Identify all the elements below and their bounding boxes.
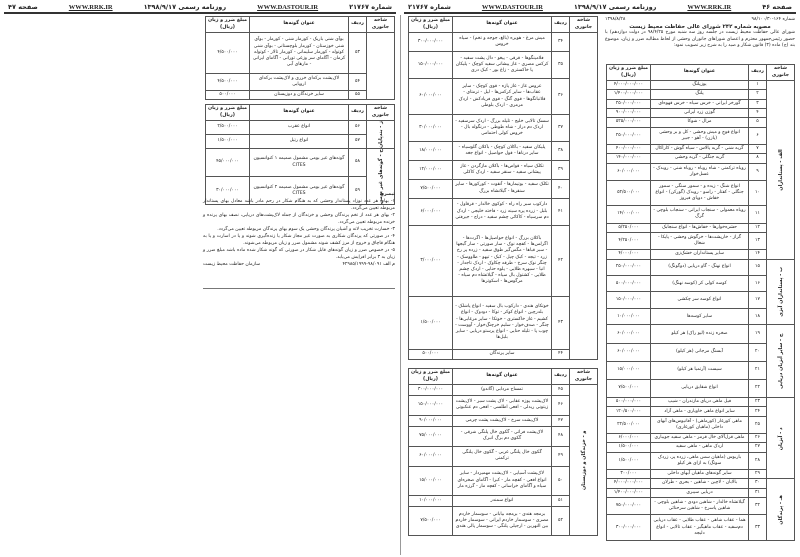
table-header-row (409, 369, 598, 385)
species-title: سیست (آرتمیا هر کیلو) (651, 361, 749, 379)
compensation-amount: ۱/۵۰۰/۰۰۰ (409, 296, 453, 349)
dastour-link[interactable]: WWW.DASTOUR.IR (257, 3, 319, 11)
row-number: ۳ (749, 99, 767, 108)
species-title: دربایی سیبری (651, 488, 749, 497)
compensation-amount: ۳۰۰/۰۰۰/۰۰۰ (607, 515, 651, 541)
resolution-body: شورای عالی حفاظت محیط زیست در جلسه روز سه شنبه مورخ ۹۸/۴/۲۵ در دولت دوازدهم) با حضور رئیس‌جمهور محترم و اعضای شورا‌های جانوران وحشی از لحاظ مطالبه ضرر و زیان، موضوع بند (ج) ماده (۳) قانون شکار و صید را به شرح زیر تصویب نمود: (605, 30, 795, 49)
issuing-organization: سازمان حفاظت محیط زیست (203, 262, 261, 267)
notes-title: تبصره: (379, 192, 395, 197)
row-number: ۱ (749, 81, 767, 90)
table-row (607, 81, 795, 90)
col-row-header: ردیف (552, 369, 570, 385)
row-number: ۴۵ (552, 385, 570, 396)
species-title: تمساح مردابی (گاندو) (453, 385, 552, 396)
row-number: ۳۱ (749, 488, 767, 497)
table-row (607, 479, 795, 488)
compensation-amount: ۶۰/۰۰۰/۰۰۰ (607, 325, 651, 343)
row-number: ۲۸ (749, 452, 767, 469)
species-title: میش مرغ - هوبره (بالغ، جوجه و تخم) - سیاه خروس (453, 33, 552, 52)
issue-number: شماره ۲۱۷۶۷ (349, 3, 392, 11)
animal-group-label: ز - بندپایان (367, 121, 395, 149)
col-title-header: عنوان گونه‌ها (651, 65, 749, 81)
species-title: حشره‌خوارها - خفاش‌ها - انواع سنجابک (651, 223, 749, 232)
compensation-amount: ۷/۵۰۰/۰۰۰ (607, 379, 651, 397)
species-title: مرال - شوکا (651, 118, 749, 127)
notes-section (203, 191, 395, 268)
species-title: تکلک سفید - بوتیمارها - آنقوت - کورکورها - سایر سنقرها - گیلانشاه بزرگ (453, 179, 552, 198)
compensation-amount: ۵۲۵/۰۰۰/۰۰۰ (607, 118, 651, 127)
col-title-header: عنوان گونه‌ها (250, 105, 349, 121)
row-number: ۴ (749, 108, 767, 117)
species-title: گورخر ایرانی - خرس سیاه - خرس قهوه‌ای (651, 99, 749, 108)
species-title: سایر کوسه‌ها (651, 308, 749, 324)
species-title: باربوس (ماهیان سس ماهی، زرده پر، زردک سوتگ) به ازای هر کیلو (651, 452, 749, 469)
compensation-table-reptiles-cont (205, 16, 395, 100)
row-number: ۱۲ (749, 223, 767, 232)
species-title: آبسنگ مرجانی (هر کیلو) (651, 343, 749, 361)
species-title: سایر خزندگان و دوزیستان (250, 90, 349, 99)
row-number: ۶ (749, 127, 767, 144)
species-title: بزمجه هندی - بزمجه بیابانی - سوسمار خاردم مصری - سوسمار خاردم ایرانی - سوسمار خاردم بین النهرین - ارجیلی پلنگی - سوسمار پالی هندی (453, 506, 552, 535)
species-title: سایر گونه‌های ماهیان آبهای داخلی (651, 470, 749, 479)
species-title: انواع رتیل (250, 135, 349, 149)
table-header-row (409, 17, 598, 33)
compensation-amount: ۴/۵۰۰/۰۰۰ (206, 73, 250, 90)
row-number: ۱۷ (749, 292, 767, 308)
row-number: ۱۵ (749, 259, 767, 275)
species-title: روباه معمولی - سنجاب ایرانی - سنجاب بلوچی - گرگ (651, 206, 749, 223)
compensation-amount: ۷/۵۰۰/۰۰۰ (409, 179, 453, 198)
species-title: گکوی خال پلنگی غربی - گکوی خال پلنگی ترکمنی (453, 446, 552, 466)
species-title: گیلانشاه خالدار - شاهین دودی - شاهین بلوچی - شاهین پاسرخ - شاهین سرحنائی (651, 498, 749, 515)
table-row (409, 33, 598, 52)
animal-group-label: الف - پستانداران (767, 81, 795, 260)
species-title: بوآی شنی باریک - کورمار شنی - کورمار - بوآی شنی خوزستان - کورمار بلوچستانی - بوآی شنی کوتوله - کورمار سلیمانی - کورمار تالار - کوتوله کرمان - آگامای سر وزغی تورانی - آگامای ایرانی - مارهای آبی (250, 33, 349, 74)
row-number: ۳۲ (749, 498, 767, 515)
row-number: ۲۴ (749, 407, 767, 416)
species-title: فلامینگوها - قرقی - پیغو - دال پشت سفید - کرکس مصری - غاز پیشانی سفید کوچک - پلیکان پا خاکستری - زاغ بور - کبک دری (453, 51, 552, 78)
animal-group-label: و - خزندگان و دوزیستان (570, 385, 598, 536)
species-title: گونه‌های غیر بومی مشمول ضمیمه ۲ کنوانسیون CITES (250, 177, 349, 205)
species-title: انواع نهنگ - گاو دریایی (دوگونگ) (651, 259, 749, 275)
animal-group-label: ج - سایر آبزیان دریایی (767, 325, 795, 398)
compensation-amount: ۴۵/۰۰۰/۰۰۰ (206, 149, 250, 177)
compensation-amount: ۷/۵۰۰/۰۰۰ (409, 506, 453, 535)
col-amount-header: مبلغ ضرر و زیان (ریال) (409, 369, 453, 385)
page-47-header (4, 2, 396, 14)
compensation-amount: ۱۴/۰۰۰/۰۰۰ (607, 206, 651, 223)
compensation-amount: ۱۲۰/۵۰۰/۰۰۰ (607, 407, 651, 416)
species-title: سسک تالابی خلیج - تلیله بزرگ - اردک سرسفید - اردک دم دراز - شاه طوطی - درنگوله بال - خروس کولی احتمامی (453, 115, 552, 142)
row-number: ۲۰ (749, 343, 767, 361)
species-title: سایر پستانداران خشک‌زی (651, 250, 749, 259)
species-title: گربه شنی - گربه پالاس - سیاه گوش - کاراکال (651, 144, 749, 153)
compensation-amount: ۱۵/۰۰۰/۰۰۰ (409, 466, 453, 495)
species-title: لاک‌پشت برکه‌ای خزری و لاک‌پشت برکه‌ای اروپایی (250, 73, 349, 90)
col-group-header: شاخه جانوری (570, 17, 598, 33)
species-title: اردک ماهی - ماهی سفید (651, 443, 749, 452)
note-item: ۵- در خصوص ضرر و زیان گونه‌های قابل شکار در صورتی که گونه شکار شده ماده باشد مبلغ ضرر و زیان به ۳ برابر افزایش می‌یابد. (203, 248, 395, 260)
compensation-amount: ۳۰/۰۰۰/۰۰۰ (409, 115, 453, 142)
row-number: ۴۹ (552, 446, 570, 466)
species-title: بالابان - لاچین - شاهین - بحری - طرلان (651, 479, 749, 488)
page-divider (400, 15, 401, 555)
col-title-header: عنوان گونه‌ها (250, 17, 349, 33)
compensation-amount: ۶۰/۰۰۰/۰۰۰ (409, 79, 453, 115)
species-title: کوسه کولی کر (کوسه نهنگ) (651, 276, 749, 292)
species-title: یوزپلنگ (651, 81, 749, 90)
row-number: ۵۰ (552, 466, 570, 495)
table-row (607, 259, 795, 275)
rrk-link[interactable]: WWW.RRK.IR (68, 3, 113, 11)
compensation-amount: ۶/۰۰۰/۰۰۰ (409, 198, 453, 225)
row-number: ۵ (749, 118, 767, 127)
gazette-date: روزنامه رسمی ۱۳۹۸/۹/۱۷ (143, 3, 227, 11)
dastour-link[interactable]: WWW.DASTOUR.IR (481, 3, 543, 11)
row-number: ۳۶ (552, 79, 570, 115)
notice-code: م الف ۹۸/۰۹۱-۴۲۹۸۵/۱۹۹۹ (342, 262, 395, 267)
row-number: ۸ (749, 154, 767, 163)
note-item: ۳- خسارت تخریب لانه و آشیان پرندگان وحشی یک سوم بهای پرندگان مربوطه تعیین می‌گردد. (217, 227, 395, 232)
col-amount-header: مبلغ ضرر و زیان (ریال) (206, 105, 250, 121)
row-number: ۵۶ (349, 121, 367, 135)
compensation-amount: ۱۵/۰۰۰/۰۰۰ (607, 361, 651, 379)
row-number: ۵۵ (349, 90, 367, 99)
species-title: گونه‌های غیر بومی مشمول ضمیمه ۱ کنوانسیون CITES (250, 149, 349, 177)
row-number: ۲۲ (749, 379, 767, 397)
compensation-amount: ۱/۵۰۰/۰۰۰ (607, 452, 651, 469)
species-title: لاک‌پشت فراتی - گکوی خال پلنگی شرقی - گکوی دم برگ انبرک (453, 426, 552, 446)
compensation-amount: ۶۰/۰۰۰/۰۰۰ (607, 343, 651, 361)
compensation-amount: ۹۰/۰۰۰/۰۰۰ (409, 415, 453, 426)
row-number: ۳۷ (552, 115, 570, 142)
row-number: ۵۱ (552, 495, 570, 506)
col-row-header: ردیف (349, 17, 367, 33)
row-number: ۱۰ (749, 180, 767, 205)
row-number: ۲۶ (749, 434, 767, 443)
compensation-table-mammals-fish-birds (606, 64, 795, 541)
row-number: ۴۰ (552, 179, 570, 198)
species-title: سایر پرندگان (453, 349, 552, 359)
compensation-amount: ۱/۴۰۰/۰۰۰/۰۰۰ (607, 488, 651, 497)
compensation-amount: ۶/۰۰۰/۰۰۰ (607, 434, 651, 443)
row-number: ۱۶ (749, 276, 767, 292)
species-title: روباه ترکمنی - شاه روباه - روباه شنی - روبدک - عسل‌خوار (651, 163, 749, 180)
page-46-header (404, 2, 796, 14)
row-number: ۳۵ (552, 51, 570, 78)
letter-date: ۱۳۹۸/۸/۲۸ (605, 17, 626, 22)
compensation-amount: ۱۵۰/۰۰۰/۰۰۰ (409, 395, 453, 415)
col-row-header: ردیف (749, 65, 767, 81)
compensation-amount: ۱۰/۰۰۰/۰۰۰ (607, 308, 651, 324)
compensation-amount: ۲/۵۰۰/۰۰۰ (206, 121, 250, 135)
col-amount-header: مبلغ ضرر و زیان (ریال) (607, 65, 651, 81)
species-title: انواع قوچ و میش وحشی - کل و بز وحشی (پازن) - آهو - جبیر (651, 127, 749, 144)
compensation-amount: ۳۰۰/۰۰۰/۰۰۰ (409, 33, 453, 52)
table-row (607, 325, 795, 343)
animal-group-label: ب - پستانداران آبزی (767, 259, 795, 325)
row-number: ۳۹ (552, 161, 570, 180)
table-header-row (206, 17, 395, 33)
compensation-amount: ۴/۰۰۰/۰۰۰/۰۰۰ (607, 81, 651, 90)
row-number: ۳۸ (552, 142, 570, 161)
species-title: ماهی قزل‌آلای خال قرمز - ماهی سفید جویباری (651, 434, 749, 443)
row-number: ۷ (749, 144, 767, 153)
table-row (206, 149, 395, 177)
compensation-amount: ۴/۵۰۰/۰۰۰ (206, 33, 250, 74)
species-title: انواع شنگ - زیده و - سمور سنگی - سمور جنگلی - کفتار - راسو - روبدک (گورکن) - انواع خفاش - دوپای فیروز (651, 180, 749, 205)
compensation-amount: ۶۰/۰۰۰/۰۰۰ (607, 163, 651, 180)
compensation-amount: ۱/۴۰۰/۰۰۰/۰۰۰ (607, 90, 651, 99)
row-number: ۱۴ (749, 250, 767, 259)
compensation-amount: ۳/۰۰۰/۰۰۰ (409, 225, 453, 296)
resolution-title: مصوبه شماره ۲۴۲ شورای عالی حفاظت محیط زیست (629, 23, 771, 30)
compensation-amount: ۱۴۰/۰۰۰/۰۰۰ (607, 154, 651, 163)
animal-group-label: هـ - پرندگان (767, 479, 795, 541)
table-header-row (206, 105, 395, 121)
species-title: لاک‌پشت آسیایی - لاک‌پشت مهمیزدار - سایر انواع افعی - کفچه مار - کبرا - آگامای صخره‌ای سیاه و آگامای خراسانی - کفچه مار - گرزه مار (453, 466, 552, 495)
row-number: ۱۱ (749, 206, 767, 223)
table-row (607, 398, 795, 407)
row-number: ۵۷ (349, 135, 367, 149)
gazette-date: روزنامه رسمی ۱۳۹۸/۹/۱۷ (573, 3, 657, 11)
col-group-header: شاخه جانوری (367, 17, 395, 33)
compensation-table-birds (408, 16, 598, 360)
species-title: پلیکان سفید - باکلان کوچک - باکلان گلوسیاه - سایر درناها - قول حواصیل - انواع جغد (453, 142, 552, 161)
compensation-amount: ۳۰/۰۰۰/۰۰۰ (206, 177, 250, 205)
compensation-amount: ۲۵۰/۰۰۰/۰۰۰ (607, 99, 651, 108)
row-number: ۲۳ (749, 398, 767, 407)
row-number: ۴۸ (552, 426, 570, 446)
row-number: ۳۴ (552, 33, 570, 52)
compensation-amount: ۱۲/۰۰۰/۰۰۰ (409, 161, 453, 180)
row-number: ۴۷ (552, 415, 570, 426)
compensation-amount: ۲۲/۵۰۰/۰۰۰ (607, 416, 651, 433)
species-title: لاک‌پشت پوزه عقابی - لاک پشت سبز - لاک‌پشت زیتونی ریدلی - افعی اطلسی - افعی دم عنکبوتی (453, 395, 552, 415)
row-number: ۴۱ (552, 198, 570, 225)
species-title: فیل ماهی دریای مازندران - شیپ (651, 398, 749, 407)
species-title: سایر انواع ماهی خاویاری - ماهی آزاد (651, 407, 749, 416)
row-number: ۴۳ (552, 296, 570, 349)
col-amount-header: مبلغ ضرر و زیان (ریال) (206, 17, 250, 33)
species-title: عروس غاز - غاز پازه - قوی کوچک - سایر عقاب‌ها - سایر کرکس‌ها - لیل - ترمتای - قلاتبانگوها - قوی گنگ - قوی فریادکش - اردک مرمری - اردک بلوطی (453, 79, 552, 115)
compensation-amount: ۳۰۰/۰۰۰/۰۰۰ (409, 385, 453, 396)
col-amount-header: مبلغ ضرر و زیان (ریال) (409, 17, 453, 33)
compensation-amount: ۱/۵۰۰/۰۰۰ (607, 443, 651, 452)
species-title: هما - عقاب شاهی - عقاب طلایی - عقاب دریایی دم‌سفید - عقاب ماهیگیر - عقاب تالابی - انواع دلیجه (651, 515, 749, 541)
compensation-amount: ۴/۲۵۰/۰۰۰ (607, 232, 651, 249)
species-title: گربه جنگلی - گربه وحشی (651, 154, 749, 163)
rrk-link[interactable]: WWW.RRK.IR (687, 3, 732, 11)
compensation-amount: ۷۵۰/۰۰۰/۰۰۰ (607, 498, 651, 515)
note-item: ۲- بهای هر عدد از تخم پرندگان وحشی و خزندگان از جمله لاک‌پشت‌های دریایی، نصف بهای پرنده و خزنده مربوطه تعیین می‌گردد. (203, 213, 395, 225)
species-title: باکلان بزرگ - انواع حواصیل‌ها - اگرت‌ها - اگرلس‌ها - کفچه نوک - سار صورتی - سار گیجها - سبز قباها - مگس‌گیر طوق سفید - زرده پر رخ زرد - تیجه - کبک چیل - کبک - تیهو - طاووسک - چنگر نوک سرخ - طرقه چکاوک - اردک تاجدار - انیا - سبهره طلایی - پلوه حنایی - اردک چشم طلایی - کشتول بال سیاه - گیلانشاه دم سیاه - مرگوس‌ها - اسکوترها (453, 225, 552, 296)
row-number: ۵۲ (552, 506, 570, 535)
row-number: ۴۶ (552, 395, 570, 415)
compensation-amount: ۱۵۰/۰۰۰/۰۰۰ (409, 51, 453, 78)
compensation-amount: ۵۰۰/۰۰۰/۰۰۰ (607, 398, 651, 407)
compensation-table-reptiles (408, 368, 598, 536)
row-number: ۲ (749, 90, 767, 99)
compensation-amount: ۲۵۰/۰۰۰/۰۰۰ (607, 127, 651, 144)
animal-group-label: د - آبزیان (767, 398, 795, 479)
row-number: ۹ (749, 163, 767, 180)
species-title: انواع عقرب (250, 121, 349, 135)
table-header-row (607, 65, 795, 81)
species-title: دارکوب سبز راه راه - کوکوی خالدار - قرقاول - بلبل - زرده پره سینه زرد - فاخته خلیجی - اردک دم سرسیاه - کاکائی چشم سفید - دراج - جیرفتی (453, 198, 552, 225)
page-number: صفحه ۴۶ (762, 3, 792, 11)
row-number: ۳۳ (749, 515, 767, 541)
compensation-amount: ۵۰۰/۰۰۰ (409, 349, 453, 359)
row-number: ۵۹ (349, 177, 367, 205)
col-title-header: عنوان گونه‌ها (453, 369, 552, 385)
compensation-amount: ۱۸/۰۰۰/۰۰۰ (409, 142, 453, 161)
note-item: ۱- بهای هر عدد نوزاد پستاندار وحشی که به هنگام شکار در رحم مادر باشد معادل بهای پستاندار مربوطه تعیین می‌گردد. (203, 199, 395, 211)
col-group-header: شاخه جانوری (570, 369, 598, 385)
row-number: ۴۴ (552, 349, 570, 359)
species-title: انواع کوسه سر چکشی (651, 292, 749, 308)
compensation-amount: ۴۰۰/۰۰۰/۰۰۰ (607, 144, 651, 153)
compensation-amount: ۵۰۰/۰۰۰/۰۰۰ (607, 276, 651, 292)
compensation-amount: ۹۰۰/۰۰۰/۰۰۰ (607, 108, 651, 117)
note-item: ۴- در صورتی که پرندگان شکاری به صورت غیر مجاز شکار یا زنده‌گیری شوند و یا در اسارت و یا به هنگام قاچاق و خروج از مرز کشف شوند مشمول ضرر و زیان مربوطه می‌شوند. (203, 234, 395, 246)
compensation-amount: ۲۵۰/۰۰۰/۰۰۰ (607, 259, 651, 275)
species-title: گوزن زرد ایرانی (651, 108, 749, 117)
row-number: ۴۲ (552, 225, 570, 296)
row-number: ۲۱ (749, 361, 767, 379)
row-number: ۲۵ (749, 416, 767, 433)
compensation-amount: ۴/۰۰۰/۰۰۰ (607, 250, 651, 259)
row-number: ۱۹ (749, 325, 767, 343)
resolution-intro (605, 17, 795, 50)
table-row (206, 121, 395, 135)
compensation-amount: ۵۰۰/۰۰۰ (206, 90, 250, 99)
animal-group-label (367, 33, 395, 100)
row-number: ۱۸ (749, 308, 767, 324)
compensation-amount: ۴/۰۰۰/۰۰۰/۰۰۰ (607, 479, 651, 488)
compensation-amount: ۱۵۰/۰۰۰/۰۰۰ (607, 292, 651, 308)
section-rule (203, 288, 395, 289)
row-number: ۱۳ (749, 232, 767, 249)
row-number: ۵۴ (349, 73, 367, 90)
issue-number: شماره ۲۱۷۶۷ (408, 3, 451, 11)
compensation-amount: ۵۲/۵۰۰/۰۰۰ (607, 180, 651, 205)
species-title: انواع سمندر (453, 495, 552, 506)
letter-number: شماره ۱۶۴-۹۸/۱۰۰/۳۰ (751, 17, 795, 22)
row-number: ۳۰ (749, 479, 767, 488)
row-number: ۵۸ (349, 149, 367, 177)
species-title: پلنگ (651, 90, 749, 99)
table-row (409, 385, 598, 396)
animal-group-label (570, 33, 598, 360)
compensation-amount: ۱۰/۰۰۰/۰۰۰ (409, 495, 453, 506)
table-row (206, 33, 395, 74)
species-title: صخره زنده (لیو راک) هر کیلو (651, 325, 749, 343)
animal-group-label: ح - گونه‌های غیر بومی (367, 149, 395, 205)
row-number: ۲۷ (749, 443, 767, 452)
compensation-amount: ۵/۲۵۰/۰۰۰ (607, 223, 651, 232)
col-row-header: ردیف (349, 105, 367, 121)
species-title: ماهی کورغار (کورماهی) - آفانیوس‌های آبهای داخلی (ماهیان کورغاری) (651, 416, 749, 433)
species-title: تکلک سیاه - قواص‌ها - باکلان مازگردن - غاز پیشانی سفید - سنقر سفید - اردک کاکلی (453, 161, 552, 180)
species-title: گراز - خارپشت‌ها - خرگوش وحشی - پایکا - شغال (651, 232, 749, 249)
species-title: انواع شقایق دریایی (651, 379, 749, 397)
row-number: ۵۳ (349, 33, 367, 74)
col-row-header: ردیف (552, 17, 570, 33)
col-group-header: شاخه جانوری (767, 65, 795, 81)
compensation-amount: ۶۰/۰۰۰/۰۰۰ (409, 446, 453, 466)
page-number: صفحه ۴۷ (8, 3, 38, 11)
compensation-amount: ۱/۵۰۰/۰۰۰ (206, 135, 250, 149)
row-number: ۲۹ (749, 470, 767, 479)
species-title: لاک‌پشت سرخ - لاک‌پشت پشت چرمی (453, 415, 552, 426)
compensation-amount: ۷۵/۰۰۰/۰۰۰ (409, 426, 453, 446)
col-title-header: عنوان گونه‌ها (453, 17, 552, 33)
col-group-header: شاخه جانوری (367, 105, 395, 121)
compensation-amount: ۳۰۰/۰۰۰ (607, 470, 651, 479)
species-title: خوتکای هندی - دارکوب بال سفید - انواع پاشلک - بلدرچین - انواع کوکر - توکا - دودوک - انواع کشیم - غاز خاکستری - خوتکا - سایر مرغابی‌ها - چنگر - صدف‌خوار - سلیم خرچنگ‌خوار - آووست - چوب پا - تلیله حنایی - انواع پرستو دریایی - سایر بلبل‌ها (453, 296, 552, 349)
